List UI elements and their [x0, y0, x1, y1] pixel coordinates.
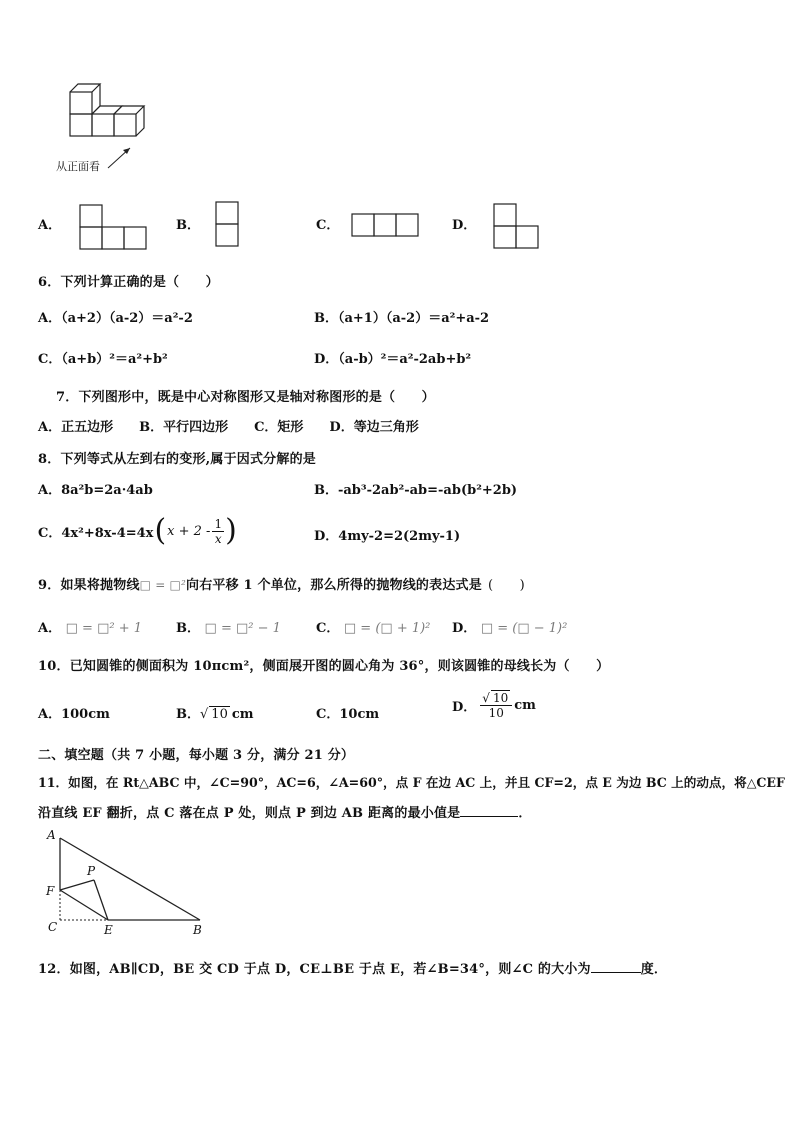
q8-option-a: A．8a²b=2a·4ab — [38, 483, 153, 498]
q12-stem: 12．如图，AB∥CD，BE 交 CD 于点 D，CE⊥BE 于点 E，若∠B=34°，则∠C 的大小为 — [38, 962, 591, 977]
q8-stem: 8．下列等式从左到右的变形,属于因式分解的是 — [38, 452, 316, 467]
q10-d-radicand: 10 — [492, 691, 509, 705]
q8-fraction-denominator: x — [214, 531, 222, 546]
q5-option-c-figure — [350, 212, 422, 240]
q9-option-c — [316, 617, 430, 636]
q11-label-p: P — [87, 864, 96, 878]
q10-d-label: D． — [452, 699, 477, 715]
q12-end: 度． — [640, 962, 668, 977]
q5-option-a-label: A． — [38, 218, 62, 233]
q11-line-2-text: 沿直线 EF 翻折，点 C 落在点 P 处，则点 P 到边 AB 距离的最小值是 — [38, 806, 461, 821]
q10-b-radical: √ — [200, 707, 209, 722]
q11-label-f: F — [46, 884, 55, 898]
q11-line-2-end: ． — [518, 806, 532, 821]
q6-stem: 6．下列计算正确的是（ ） — [38, 275, 219, 290]
q10-stem: 10．已知圆锥的侧面积为 10πcm²，侧面展开图的圆心角为 36°，则该圆锥的母线长为（ ） — [38, 659, 610, 674]
q9-stem — [38, 574, 525, 593]
q9-option-a — [38, 617, 142, 636]
q10-b-radicand: 10 — [211, 707, 228, 722]
q6-option-c: C．（a+b）²＝a²+b² — [38, 352, 168, 367]
q5-option-d-label: D． — [452, 218, 477, 233]
q9-d-label: D． — [452, 621, 477, 636]
view-caption: 从正面看 — [56, 160, 100, 173]
q9-a-expr: □ = □² + 1 — [65, 621, 142, 636]
q9-d-expr: □ = (□ − 1)² — [480, 621, 568, 636]
q5-option-d-figure — [492, 202, 542, 252]
q11-line-1: 11．如图，在 Rt△ABC 中，∠C=90°，AC=6，∠A=60°，点 F 在边 AC 上，并且 CF=2，点 E 为边 BC 上的动点，将△CEF — [38, 775, 785, 790]
q10-b-label: B． — [176, 707, 200, 722]
q8-option-c-prefix: C．4x²+8x-4=4x — [38, 525, 154, 541]
q5-option-b-figure — [214, 200, 242, 250]
q10-b-unit: cm — [231, 707, 254, 722]
q5-option-b-label: B． — [176, 218, 200, 233]
section-2-title: 二、填空题（共 7 小题，每小题 3 分，满分 21 分） — [38, 748, 355, 763]
q10-option-d — [452, 690, 536, 720]
q9-paren: ( ) — [487, 578, 525, 593]
q5-option-a-figure — [78, 203, 150, 253]
q9-b-label: B． — [176, 621, 200, 636]
q11-answer-blank[interactable] — [460, 804, 518, 817]
q6-option-a: A．（a+2）（a-2）＝a²-2 — [38, 311, 193, 326]
q8-right-paren: ) — [225, 513, 237, 548]
q10-d-denominator: 10 — [488, 706, 504, 720]
q10-option-b — [176, 703, 254, 722]
q6-option-d: D．（a-b）²＝a²-2ab+b² — [314, 352, 472, 367]
q8-left-paren: ( — [154, 513, 167, 548]
q7-options: A．正五边形 B．平行四边形 C．矩形 D．等边三角形 — [38, 420, 419, 435]
q9-option-b — [176, 617, 281, 636]
q12-text — [38, 958, 667, 977]
q11-line-2 — [38, 802, 532, 821]
q9-option-d — [452, 617, 567, 636]
q11-label-c: C — [48, 920, 58, 934]
q9-c-label: C． — [316, 621, 340, 636]
q11-label-a: A — [47, 828, 56, 842]
q10-option-c: C．10cm — [316, 707, 380, 722]
q8-option-c-inner: x + 2 - — [167, 523, 211, 539]
q9-c-expr: □ = (□ + 1)² — [343, 621, 431, 636]
q9-stem-formula: □ = □² — [139, 578, 187, 592]
q6-option-b: B．（a+1）（a-2）＝a²+a-2 — [314, 311, 490, 326]
q8-option-c — [38, 510, 237, 552]
q8-fraction — [212, 517, 224, 546]
q8-option-d: D．4my-2=2(2my-1) — [314, 529, 461, 544]
q5-option-c-label: C． — [316, 218, 340, 233]
q10-d-unit: cm — [514, 697, 536, 713]
q12-answer-blank[interactable] — [591, 960, 641, 973]
q9-b-expr: □ = □² − 1 — [204, 621, 281, 636]
q11-label-e: E — [104, 923, 113, 937]
q10-d-numerator: √ 10 — [480, 690, 512, 706]
q10-option-a: A．100cm — [38, 707, 110, 722]
q9-stem-b: 向右平移 1 个单位，那么所得的抛物线的表达式是 — [186, 578, 482, 593]
q9-stem-a: 9．如果将抛物线 — [38, 578, 140, 593]
q9-a-label: A． — [38, 621, 62, 636]
q10-d-fraction — [480, 690, 512, 720]
q8-fraction-numerator: 1 — [214, 516, 223, 531]
q8-option-b: B．-ab³-2ab²-ab=-ab(b²+2b) — [314, 483, 518, 498]
q11-label-b: B — [193, 923, 202, 937]
q7-stem: 7．下列图形中，既是中心对称图形又是轴对称图形的是（ ） — [56, 390, 435, 405]
